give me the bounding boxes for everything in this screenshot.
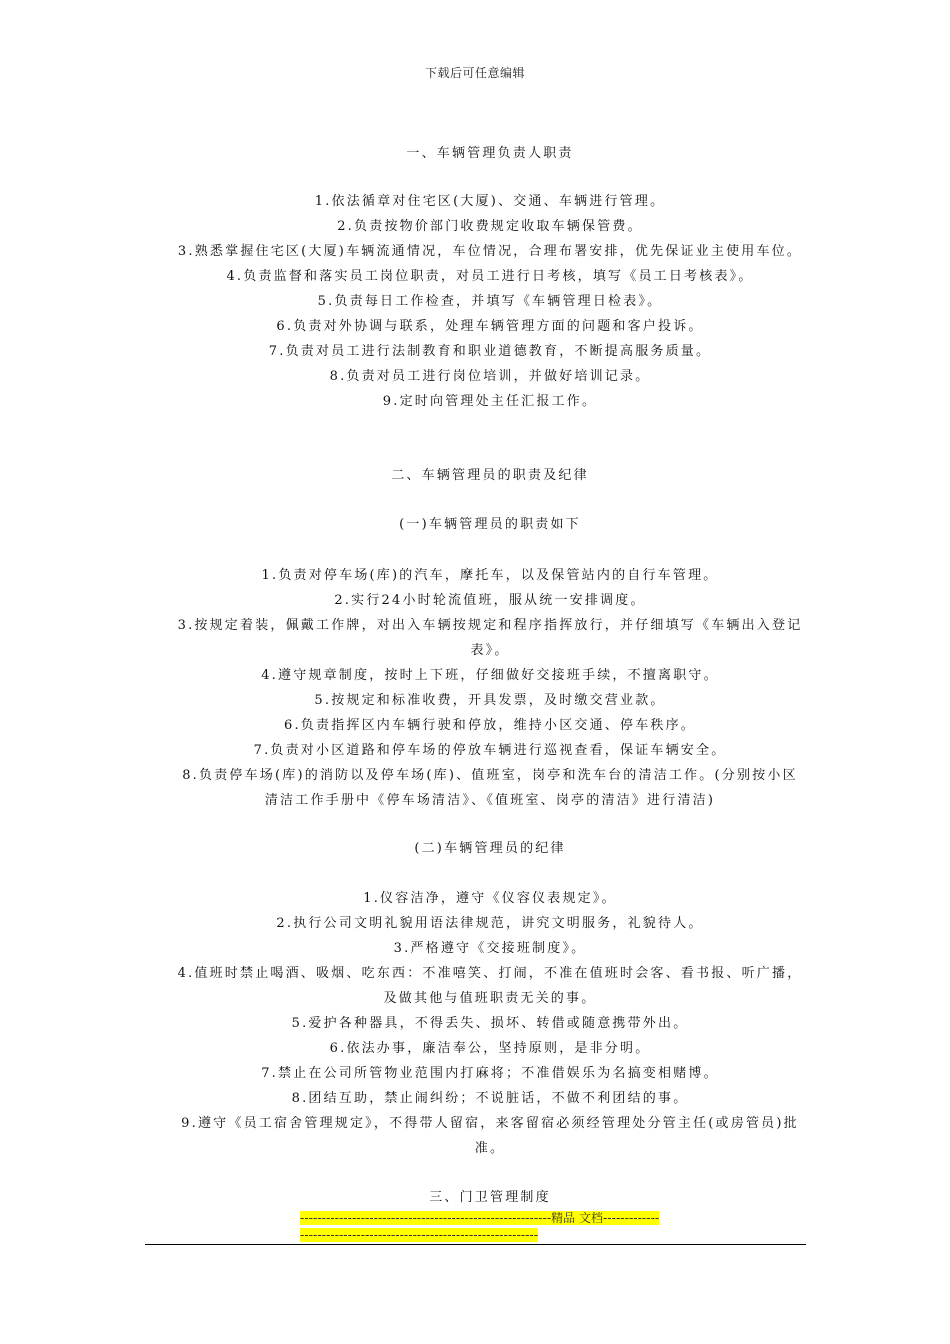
section-1-title: 一、车辆管理负责人职责 (406, 146, 574, 161)
list-item: 5.按规定和标准收费，开具发票，及时缴交营业款。 (314, 693, 666, 708)
list-item: 1.仪容洁净，遵守《仪容仪表规定》。 (363, 891, 617, 906)
list-item: 6.依法办事，廉洁奉公，坚持原则，是非分明。 (329, 1041, 651, 1056)
list-item: 3.严格遵守《交接班制度》。 (393, 941, 587, 956)
list-item: 8.团结互助，禁止闹纠纷；不说脏话，不做不利团结的事。 (291, 1091, 689, 1106)
section-2-sub-1-list (175, 563, 805, 813)
list-item: 6.负责指挥区内车辆行驶和停放，维持小区交通、停车秩序。 (283, 718, 696, 733)
section-1-list (175, 189, 805, 414)
list-item: 2.执行公司文明礼貌用语法律规范，讲究文明服务，礼貌待人。 (276, 916, 704, 931)
list-item: 1.依法循章对住宅区(大厦)、交通、车辆进行管理。 (314, 194, 666, 209)
bottom-divider (145, 1244, 806, 1245)
list-item: 8.负责对员工进行岗位培训，并做好培训记录。 (329, 369, 651, 384)
list-item: 8.负责停车场(库)的消防以及停车场(库)、值班室，岗亭和洗车台的清洁工作。(分别按小区清洁工作手册中《停车场清洁》、《值班室、岗亭的清洁》进行清洁) (182, 768, 798, 808)
list-item: 7.禁止在公司所管物业范围内打麻将；不准借娱乐为名搞变相赌博。 (261, 1066, 719, 1081)
list-item: 9.定时向管理处主任汇报工作。 (382, 394, 598, 409)
list-item: 1.负责对停车场(库)的汽车，摩托车，以及保管站内的自行车管理。 (261, 568, 719, 583)
list-item: 4.遵守规章制度，按时上下班，仔细做好交接班手续，不擅离职守。 (261, 668, 719, 683)
list-item: 7.负责对小区道路和停车场的停放车辆进行巡视查看，保证车辆安全。 (253, 743, 727, 758)
list-item: 3.熟悉掌握住宅区(大厦)车辆流通情况，车位情况，合理布署安排，优先保证业主使用车位。 (177, 244, 803, 259)
section-2-title: 二、车辆管理员的职责及纪律 (391, 468, 589, 483)
list-item: 5.负责每日工作检查，并填写《车辆管理日检表》。 (317, 294, 663, 309)
list-item: 9.遵守《员工宿舍管理规定》，不得带人留宿，来客留宿必须经管理处分管主任(或房管员)批准。 (181, 1116, 799, 1156)
section-2-sub-2 (175, 836, 805, 861)
list-item: 3.按规定着装，佩戴工作牌，对出入车辆按规定和程序指挥放行，并仔细填写《车辆出入登记表》。 (177, 618, 803, 658)
section-3 (175, 1185, 805, 1210)
footer-banner-text: ----------------------------------------------------------精品 文档-------------------------------------------------------------------- (300, 1211, 660, 1242)
list-item: 6.负责对外协调与联系，处理车辆管理方面的问题和客户投诉。 (276, 319, 704, 334)
list-item: 2.实行24小时轮流值班，服从统一安排调度。 (334, 593, 646, 608)
section-2 (175, 463, 805, 488)
header-note: 下载后可任意编辑 (424, 66, 525, 80)
list-item: 5.爱护各种器具，不得丢失、损坏、转借或随意携带外出。 (291, 1016, 689, 1031)
footer-banner (300, 1210, 660, 1244)
section-2-sub-1 (175, 512, 805, 537)
list-item: 4.值班时禁止喝酒、吸烟、吃东西：不准嘻笑、打闹，不准在值班时会客、看书报、听广播，及做其他与值班职责无关的事。 (177, 966, 803, 1006)
list-item: 4.负责监督和落实员工岗位职责，对员工进行日考核，填写《员工日考核表》。 (226, 269, 754, 284)
list-item: 7.负责对员工进行法制教育和职业道德教育，不断提高服务质量。 (268, 344, 712, 359)
section-2-sub-2-title: (二)车辆管理员的纪律 (414, 841, 566, 856)
section-1 (175, 141, 805, 166)
section-3-title: 三、门卫管理制度 (429, 1190, 551, 1205)
list-item: 2.负责按物价部门收费规定收取车辆保管费。 (337, 219, 643, 234)
section-2-sub-2-list (175, 886, 805, 1161)
section-2-sub-1-title: (一)车辆管理员的职责如下 (399, 517, 581, 532)
